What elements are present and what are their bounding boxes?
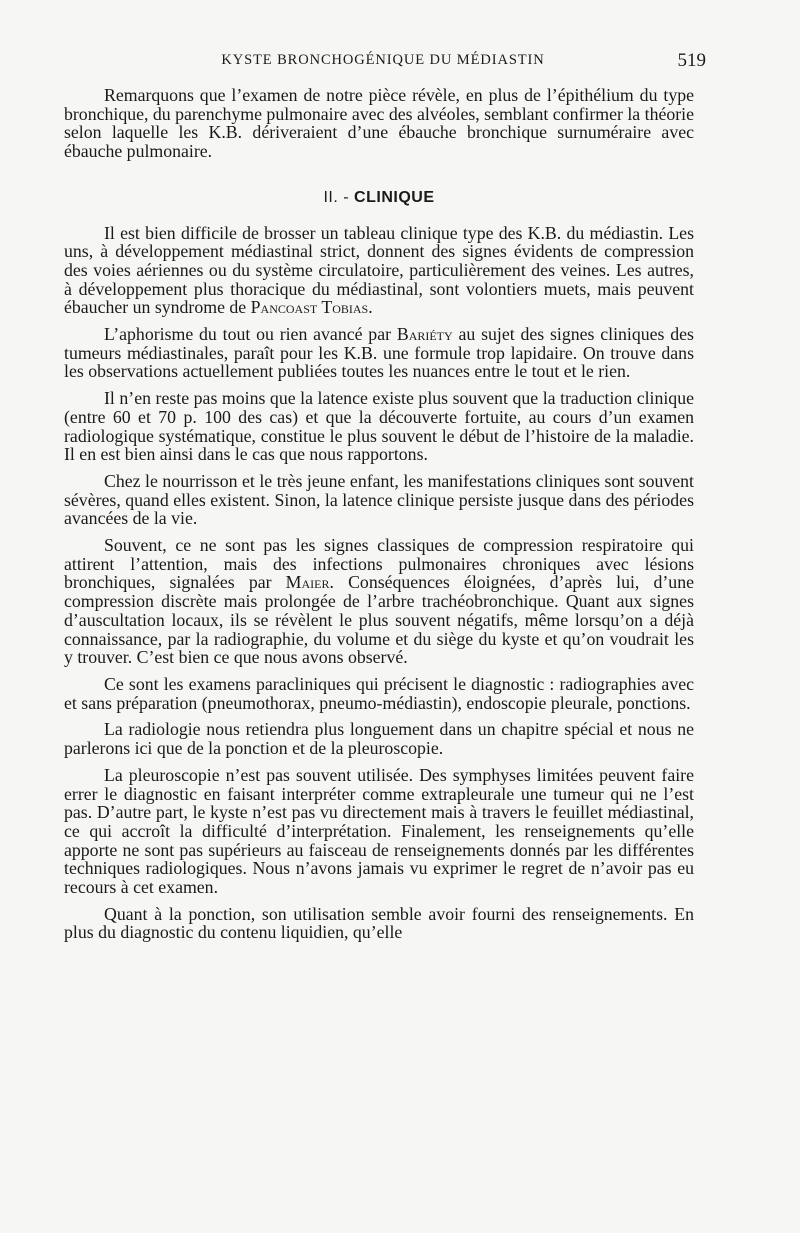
paragraph-8: La radiologie nous retiendra plus longuement dans un chapitre spécial et nous ne parlerons ici que de la ponction et de la pleuroscopie. bbox=[64, 719, 694, 759]
author-name: Bariéty bbox=[396, 324, 453, 345]
body-text bbox=[64, 86, 694, 950]
author-name: Maier bbox=[285, 572, 330, 593]
section-heading bbox=[64, 189, 694, 208]
paragraph-6-before: Souvent, ce ne sont pas les signes classiques de compression respiratoire qui attirent l’attention, mais des infections pulmonaires chroniques avec lésions bronchiques, signalées par bbox=[64, 535, 694, 593]
paragraph-5: Chez le nourrisson et le très jeune enfant, les manifestations cliniques sont souvent sévères, quand elles existent. Sinon, la latence clinique persiste jusque dans des périodes avancées de la vie. bbox=[64, 470, 694, 529]
section-number: II. - bbox=[323, 188, 350, 206]
paragraph-6 bbox=[64, 536, 694, 667]
paragraph-9: La pleuroscopie n’est pas souvent utilisée. Des symphyses limitées peuvent faire errer le diagnostic en faisant interpréter comme extrapleurale une tumeur qui ne l’est pas. D’autre part, le kyste n’est pas vu directement mais à travers le feuillet médiastinal, ce qui accroît la difficulté d’interprétation. Finalement, les renseignements qu’elle apporte ne sont pas supérieurs au faisceau de renseignements donnés par les différentes techniques radiologiques. Nous n’avons jamais vu exprimer le regret de n’avoir pas eu recours à cet examen. bbox=[64, 764, 694, 898]
paragraph-4: Il n’en reste pas moins que la latence existe plus souvent que la traduction clinique (entre 60 et 70 p. 100 des cas) et que la découverte fortuite, au cours d’un examen radiologique systématique, constitue le plus souvent le début de l’histoire de la maladie. Il en est bien ainsi dans le cas que nous rapportons. bbox=[64, 388, 694, 465]
paragraph-2-end: . bbox=[368, 297, 373, 318]
paragraph-7: Ce sont les examens paracliniques qui précisent le diagnostic : radiographies avec et sans préparation (pneumothorax, pneumo-médiastin), endoscopie pleurale, ponctions. bbox=[64, 673, 694, 713]
author-name: Pancoast Tobias bbox=[250, 297, 369, 318]
paragraph-3-before: L’aphorisme du tout ou rien avancé par bbox=[104, 324, 392, 345]
running-title: KYSTE BRONCHOGÉNIQUE DU MÉDIASTIN bbox=[221, 52, 545, 68]
page-number: 519 bbox=[677, 50, 706, 71]
paragraph-3-after: au sujet des signes cliniques des tumeurs médiastinales, paraît pour les K.B. une formule trop lapidaire. On trouve dans les observations actuellement publiées toutes les nuances entre le tout et le rien. bbox=[64, 324, 694, 382]
paragraph-1: Remarquons que l’examen de notre pièce révèle, en plus de l’épithélium du type bronchique, du parenchyme pulmonaire avec des alvéoles, semblant confirmer la théorie selon laquelle les K.B. dériveraient d’une ébauche bronchique surnuméraire avec ébauche pulmonaire. bbox=[64, 85, 695, 162]
paragraph-6-after: . Conséquences éloignées, d’après lui, d’une compression discrète mais prolongée de l’arbre trachéobronchique. Quant aux signes d’auscultation locaux, ils se révèlent le plus souvent négatifs, même lorsqu’on a déjà connaissance, par la radiographie, du volume et du siège du kyste et qu’on voudrait les y trouver. C’est bien ce que nous avons observé. bbox=[64, 572, 694, 668]
paragraph-10: Quant à la ponction, son utilisation semble avoir fourni des renseignements. En plus du diagnostic du contenu liquidien, qu’elle bbox=[64, 903, 694, 943]
paragraph-3 bbox=[64, 325, 694, 381]
paragraph-2 bbox=[64, 224, 694, 318]
paragraph-2-text: Il est bien difficile de brosser un tableau clinique type des K.B. du médiastin. Les uns, à développement médiastinal strict, donnent des signes évidents de compression des voies aériennes ou du système circulatoire, particulièrement des veines. Les autres, à développement plus thoracique du médiastinal, sont volontiers muets, mais peuvent ébaucher un syndrome de bbox=[64, 222, 694, 318]
running-head bbox=[64, 50, 706, 72]
section-title: CLINIQUE bbox=[354, 188, 435, 206]
